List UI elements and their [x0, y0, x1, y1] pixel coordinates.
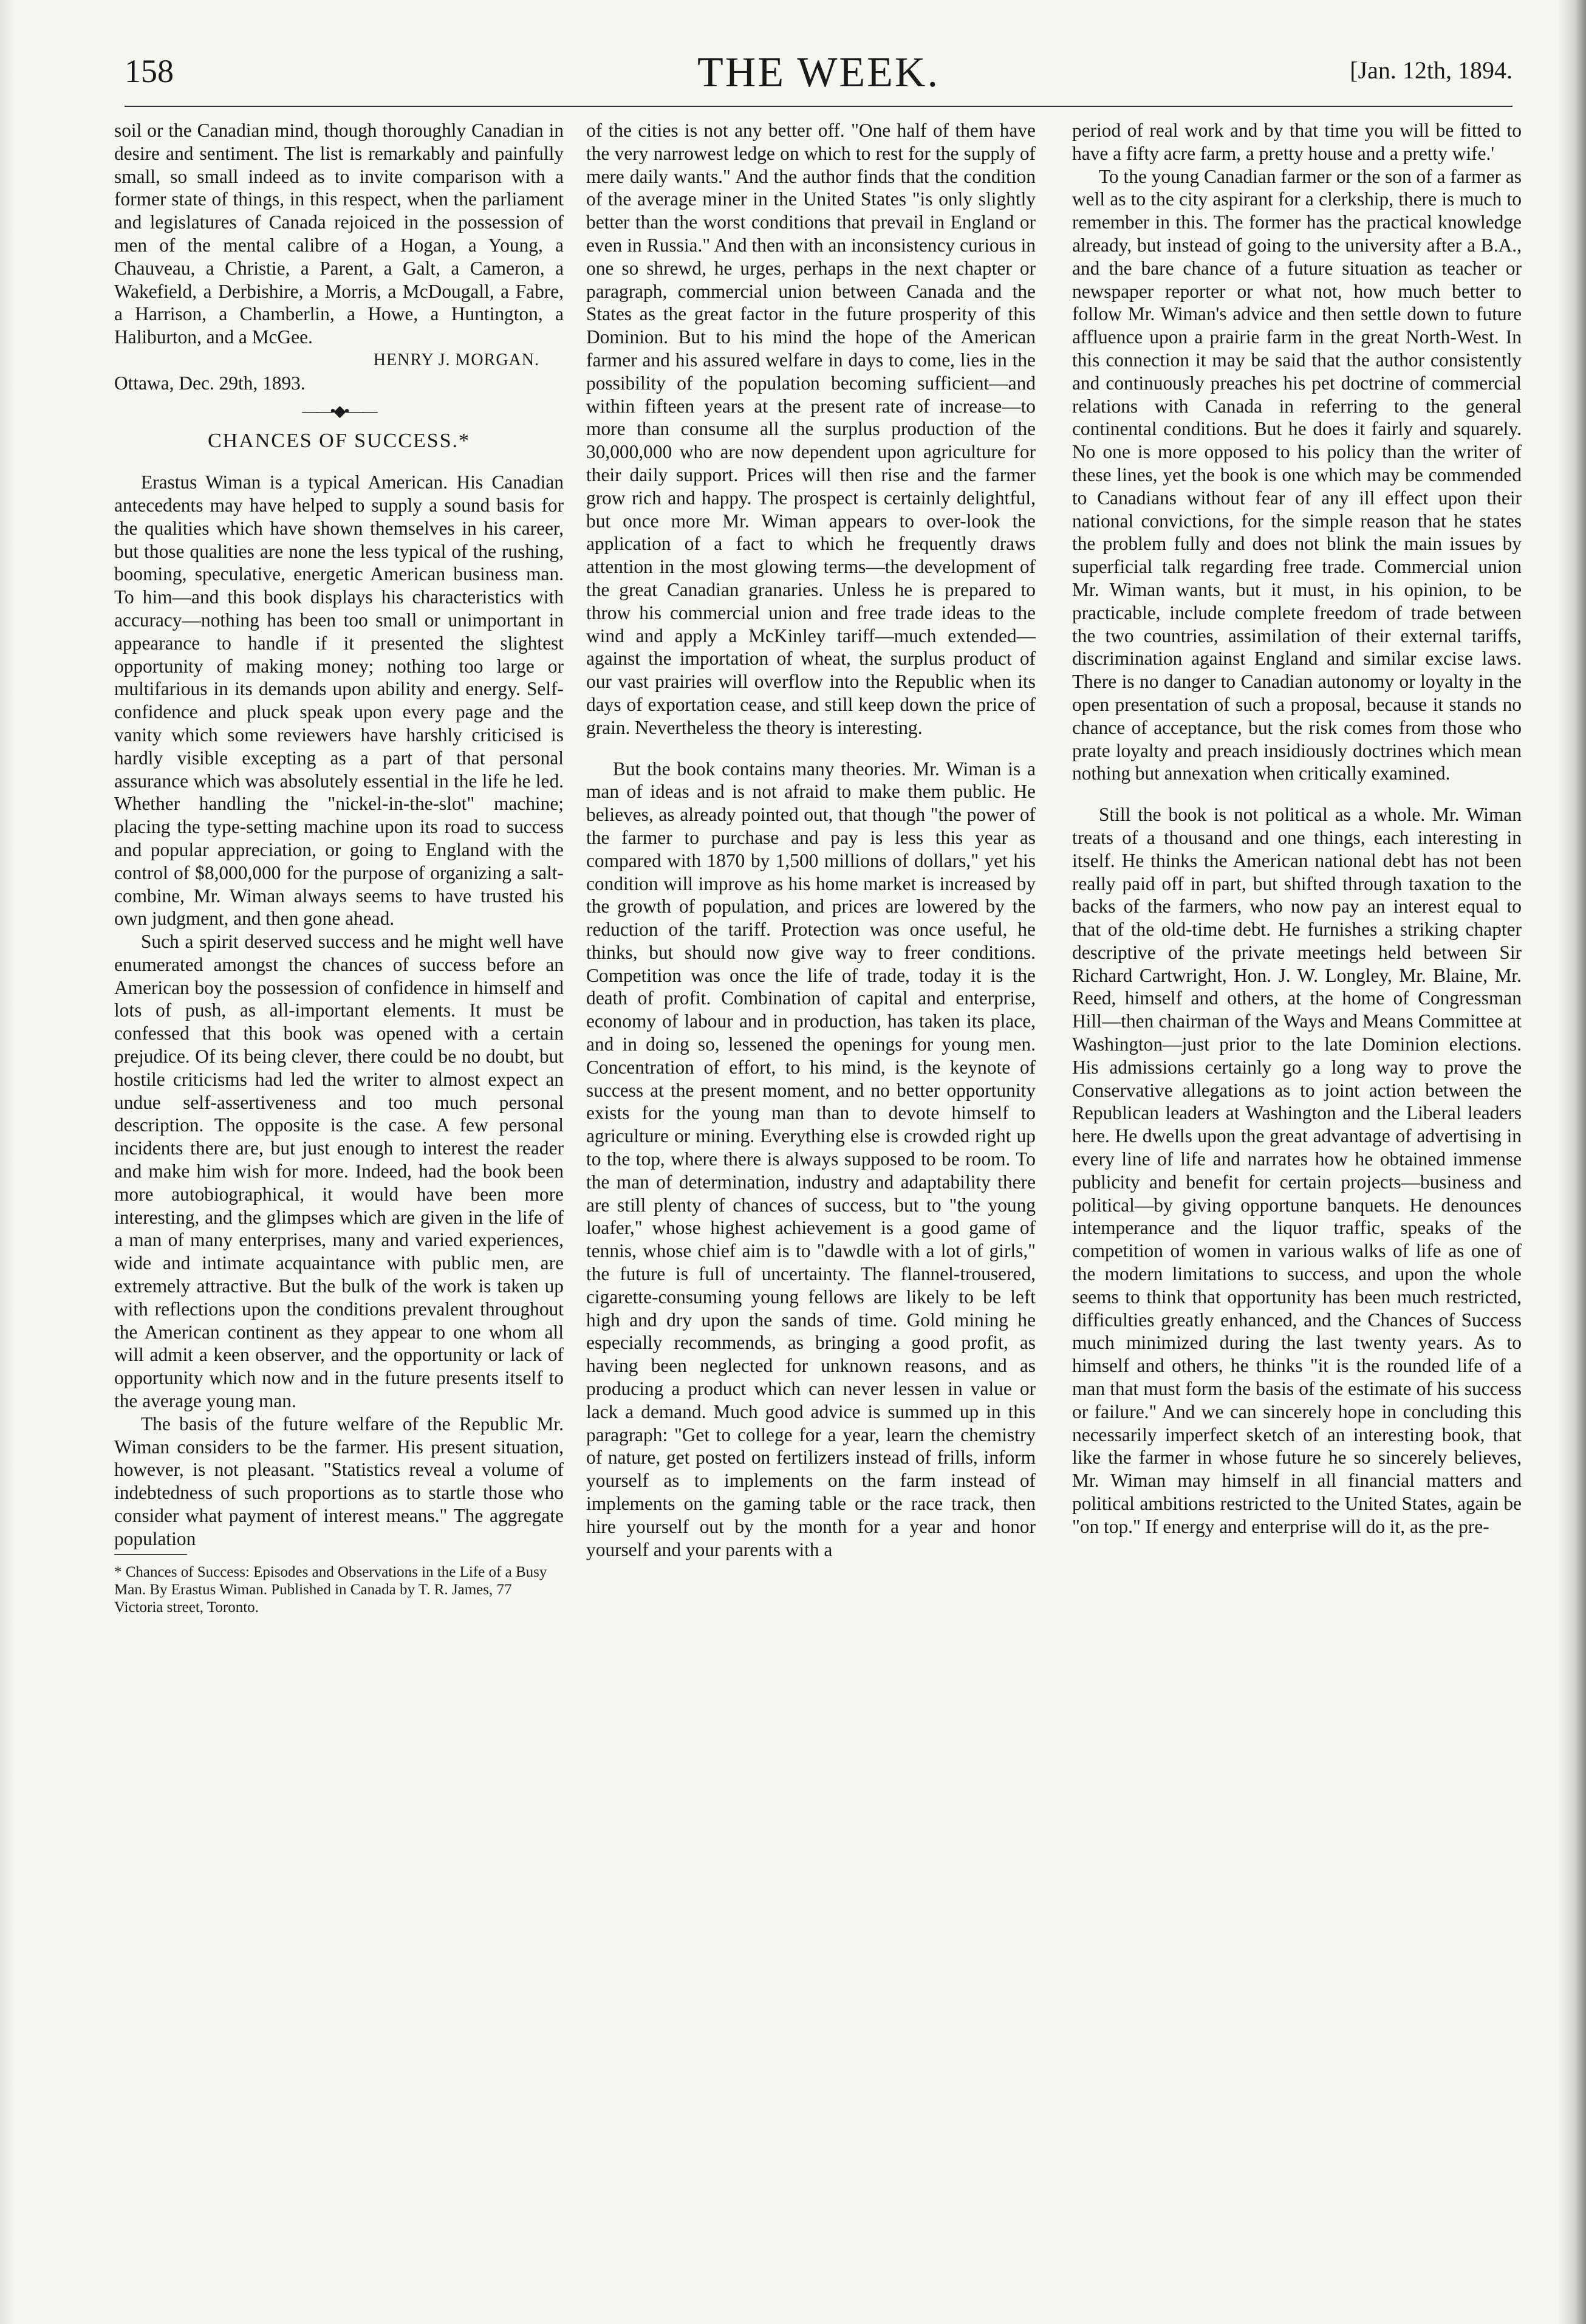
article-paragraph: period of real work and by that time you will be fitted to have a fifty acre farm, a pretty house and a pretty wife.'	[1072, 120, 1522, 164]
page-number: 158	[125, 53, 174, 89]
header-rule	[125, 106, 1513, 107]
page-left-edge-shadow	[0, 0, 15, 2324]
article-paragraph: of the cities is not any better off. "One half of them have the very narrowest ledge on which to rest for the supply of mere daily wants." And the author finds that the condition of the average miner in the United States "is only slightly better than the worst conditions that prevail in England or even in Russia." And then with an inconsistency curious in one so shrewd, he urges, perhaps in the next chapter or paragraph, commercial union between Canada and the States as the great factor in the future prosperity of this Dominion. But to his mind the hope of the American farmer and his assured welfare in days to come, lies in the possibility of the population becoming sufficient—and within fifteen years at the present rate of increase—to more than consume all the surplus production of the 30,000,000 who are now dependent upon agriculture for their daily support. Prices will then rise and the farmer grow rich and happy. The prospect is certainly delightful, but once more Mr. Wiman appears to over-look the application of a fact to which he frequently draws attention in the most glowing terms—the development of the great Canadian granaries. Unless he is prepared to throw his commercial union and free trade ideas to the wind and apply a McKinley tariff—much extended—against the importation of wheat, the surplus product of our vast prairies will overflow into the Republic when its days of exportation cease, and still keep down the price of grain. Nevertheless the theory is interesting.	[586, 120, 1036, 738]
article-footnote: * Chances of Success: Episodes and Observations in the Life of a Busy Man. By Erastus Wiman. Published in Canada by T. R. James, 77 Victoria street, Toronto.	[114, 1563, 547, 1616]
letter-dateline: Ottawa, Dec. 29th, 1893.	[114, 372, 306, 394]
page-fold-shadow	[1558, 0, 1586, 2324]
letter-signature: HENRY J. MORGAN.	[373, 350, 539, 369]
article-paragraph: Erastus Wiman is a typical American. His Canadian antecedents may have helped to supply a sound basis for the qualities which have shown themselves in his career, but those qualities are none the less typical of the rushing, booming, speculative, energetic American business man. To him—and this book displays his characteristics with accuracy—nothing has been too small or unimportant in appearance to handle if it presented the slightest opportunity of making money; nothing too large or multifarious in its demands upon ability and energy. Self-confidence and pluck speak upon every page and the vanity which some reviewers have harshly criticised is hardly visible excepting as a part of that personal assurance which was absolutely essential in the life he led. Whether handling the "nickel-in-the-slot" machine; placing the type-setting machine upon its road to success and popular appreciation, or going to England with the control of $8,000,000 for the purpose of organizing a salt-combine, Mr. Wiman always seems to have trusted his own judgment, and then gone ahead.	[114, 471, 564, 930]
masthead-title: THE WEEK.	[697, 49, 940, 96]
article-paragraph: Still the book is not political as a whole. Mr. Wiman treats of a thousand and one things, each interesting in itself. He thinks the American national debt has not been really paid off in part, but shifted through taxation to the backs of the farmers, who now pay an interest equal to that of the old-time debt. He furnishes a striking chapter descriptive of the private meetings held between Sir Richard Cartwright, Hon. J. W. Longley, Mr. Blaine, Mr. Reed, himself and others, at the home of Congressman Hill—then chairman of the Ways and Means Committee at Washington—just prior to the late Dominion elections. His admissions certainly go a long way to prove the Conservative allegations as to joint action between the Republican leaders at Washington and the Liberal leaders here. He dwells upon the great advantage of advertising in every line of life and narrates how he obtained immense publicity and benefit for certain projects—business and political—by giving opportune banquets. He denounces intemperance and the liquor traffic, speaks of the competition of women in various walks of life as one of the modern limitations to success, and upon the whole seems to think that opportunity has been much restricted, difficulties greatly enhanced, and the Chances of Success much minimized during the last twenty years. As to himself and others, he thinks "it is the rounded life of a man that must form the basis of the estimate of his success or failure." And we can sincerely hope in concluding this necessarily imperfect sketch of an interesting book, that like the farmer in whose future he so sincerely believes, Mr. Wiman may himself in all financial matters and political ambitions restricted to the United States, again be "on top." If energy and enterprise will do it, as the pre-	[1072, 804, 1522, 1537]
article-paragraph: The basis of the future welfare of the Republic Mr. Wiman considers to be the farmer. His present situation, however, is not pleasant. "Statistics reveal a volume of indebtedness of such proportions as to startle those who consider what payment of interest means." The aggregate population	[114, 1413, 564, 1549]
page-header	[125, 49, 1513, 107]
column-3	[1072, 119, 1522, 1538]
article-paragraph: But the book contains many theories. Mr. Wiman is a man of ideas and is not afraid to make them public. He believes, as already pointed out, that though "the power of the farmer to purchase and pay is less this year as compared with 1870 by 1,500 millions of dollars," yet his condition will improve as his home market is increased by the growth of population, and prices are lowered by the reduction of the tariff. Protection was once useful, he thinks, but should now give way to freer conditions. Competition was once the life of trade, today it is the death of profit. Combination of capital and enterprise, economy of labour and in production, has taken its place, and in doing so, lessened the openings for young men. Concentration of effort, to his mind, is the keynote of success at the present moment, and no better opportunity exists for the young man than to devote himself to agriculture or mining. Everything else is crowded right up to the top, where there is always supposed to be room. To the man of determination, industry and adaptability there are still plenty of chances of success, but to "the young loafer," whose highest achievement is a good game of tennis, whose chief aim is to "dawdle with a lot of girls," the future is full of uncertainty. The flannel-trousered, cigarette-consuming young fellows are likely to be left high and dry upon the sands of time. Gold mining he especially recommends, as bringing a good profit, as having been neglected for unknown reasons, and as producing a product which can never lessen in value or lack a demand. Much good advice is summed up in this paragraph: "Get to college for a year, learn the chemistry of nature, get posted on fertilizers instead of frills, inform yourself as to implements on the farm instead of implements on the gaming table or the race track, then hire yourself out by the month for a year and honor yourself and your parents with a	[586, 758, 1036, 1560]
issue-date: [Jan. 12th, 1894.	[1350, 57, 1513, 84]
column-1	[114, 119, 564, 1616]
article-title: CHANCES OF SUCCESS.*	[207, 430, 471, 453]
article-paragraph: Such a spirit deserved success and he might well have enumerated amongst the chances of success before an American boy the possession of confidence in himself and lots of push, as all-important elements. It must be confessed that this book was opened with a certain prejudice. Of its being clever, there could be no doubt, but hostile criticisms had led the writer to almost expect an undue self-assertiveness and too much personal description. The opposite is the case. A few personal incidents there are, but just enough to interest the reader and make him wish for more. Indeed, had the book been more autobiographical, it would have been more interesting, and the glimpses which are given in the life of a man of many enterprises, many and varied experiences, wide and intimate acquaintance with public men, are extremely attractive. But the bulk of the work is taken up with reflections upon the conditions prevalent throughout the American continent as they appear to one whom all will admit a keen observer, and the opportunity or lack of opportunity which now and in the future presents itself to the average young man.	[114, 931, 564, 1412]
footnote-rule	[114, 1554, 187, 1555]
section-ornament: ——•◆•——	[302, 402, 376, 420]
article-paragraph: To the young Canadian farmer or the son of a farmer as well as to the city aspirant for a clerkship, there is much to remember in this. The former has the practical knowledge already, but instead of going to the university after a B.A., and the bare chance of a future situation as teacher or newspaper reporter or what not, how much better to follow Mr. Wiman's advice and then settle down to future affluence upon a prairie farm in the great North-West. In this connection it may be said that the author consistently and continuously preaches his pet doctrine of commercial relations with Canada in referring to the general continental conditions. But he does it fairly and squarely. No one is more opposed to his policy than the writer of these lines, yet the book is one which may be commended to Canadians without fear of any ill effect upon their national convictions, for the simple reason that he states the problem fully and does not blink the main issues by superficial talk regarding free trade. Commercial union Mr. Wiman wants, but it must, in his opinion, to be practicable, include complete freedom of trade between the two countries, assimilation of their external tariffs, discrimination against England and similar excise laws. There is no danger to Canadian autonomy or loyalty in the open presentation of such a proposal, because it stands no chance of acceptance, but the risk comes from those who prate loyalty and preach insidiously doctrines which mean nothing but annexation when critically examined.	[1072, 165, 1522, 784]
column-2	[586, 119, 1036, 1561]
letter-conclusion: soil or the Canadian mind, though thoroughly Canadian in desire and sentiment. The list is remarkably and painfully small, so small indeed as to invite comparison with a former state of things, in this respect, when the parliament and legislatures of Canada rejoiced in the possession of men of the mental calibre of a Hogan, a Young, a Chauveau, a Christie, a Parent, a Galt, a Cameron, a Wakefield, a Derbishire, a Morris, a McDougall, a Fabre, a Harrison, a Chamberlin, a Howe, a Huntington, a Haliburton, and a McGee.	[114, 120, 564, 348]
